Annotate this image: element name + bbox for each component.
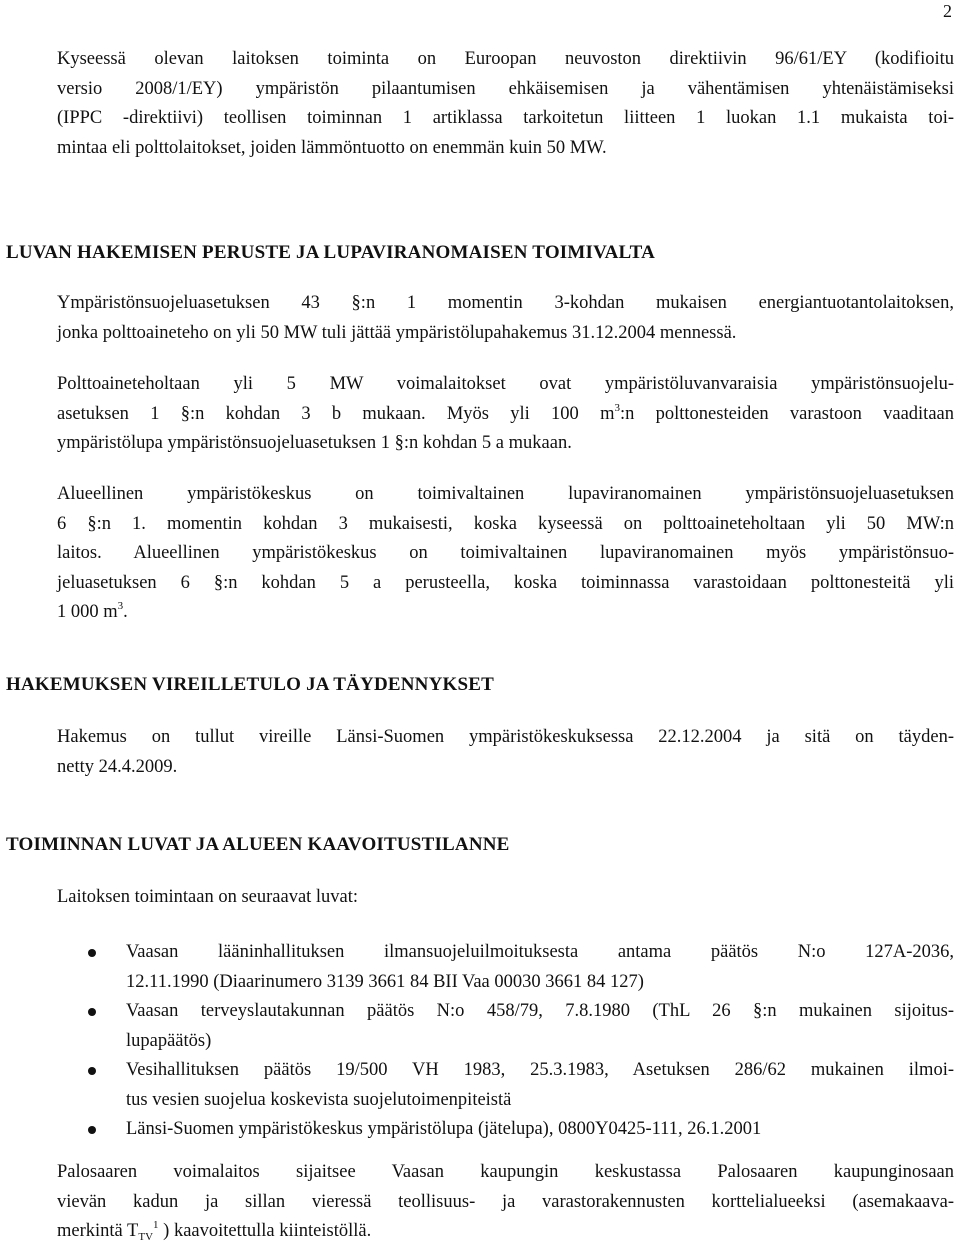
paragraph-line: Polttoaineteholtaan yli 5 MW voimalaitokset ovat ympäristöluvanvaraisia ympäristönsuojelu- — [57, 374, 954, 394]
filing-paragraph — [57, 723, 954, 782]
text-fragment: 1 000 m — [57, 602, 118, 622]
permit-basis-paragraph-3 — [57, 480, 954, 628]
text-fragment: ) kaavoitettulla kiinteistöllä. — [158, 1221, 372, 1241]
paragraph-line: Laitoksen toimintaan on seuraavat luvat: — [57, 887, 359, 907]
paragraph-line — [57, 1217, 954, 1247]
section-heading-filing: HAKEMUKSEN VIREILLETULO JA TÄYDENNYKSET — [6, 674, 495, 695]
list-item-line: 12.11.1990 (Diaarinumero 3139 3661 84 BII Vaa 00030 3661 84 127) — [126, 971, 644, 992]
paragraph-line: 6 §:n 1. momentin kohdan 3 mukaisesti, koska kyseessä on polttoaineteholtaan yli 50 MW:n — [57, 513, 954, 534]
permit-basis-paragraph-2 — [57, 370, 954, 459]
zoning-paragraph — [57, 1158, 954, 1247]
permits-intro — [57, 883, 954, 913]
intro-line: mintaa eli polttolaitokset, joiden lämmöntuotto on enemmän kuin 50 MW. — [57, 137, 607, 158]
superscript: 3 — [117, 600, 124, 612]
paragraph-line: vievän kadun ja sillan vieressä teollisuus- ja varastorakennusten korttelialueeksi (asemakaava- — [57, 1191, 954, 1212]
paragraph-line — [57, 598, 954, 628]
paragraph-line: jeluasetuksen 6 §:n kohdan 5 a perusteella, koska toiminnassa varastoidaan polttonesteitä yli — [57, 572, 954, 593]
page-number: 2 — [943, 1, 952, 21]
text-fragment: . — [123, 602, 128, 622]
paragraph-line: netty 24.4.2009. — [57, 756, 178, 777]
paragraph-line: jonka polttoaineteho on yli 50 MW tuli jättää ympäristölupahakemus 31.12.2004 mennessä. — [57, 322, 737, 343]
list-item-line: lupapäätös) — [126, 1030, 212, 1051]
paragraph-line: Alueellinen ympäristökeskus on toimivaltainen lupaviranomainen ympäristönsuojeluasetuksen — [57, 484, 954, 504]
paragraph-line — [57, 400, 954, 430]
text-fragment: asetuksen 1 §:n kohdan 3 b mukaan. Myös yli 100 m — [57, 403, 615, 424]
list-item — [88, 997, 954, 1056]
intro-line: (IPPC -direktiivi) teollisen toiminnan 1 artiklassa tarkoitetun liitteen 1 luokan 1.1 mukaista toi- — [57, 108, 954, 128]
list-item-line: Länsi-Suomen ympäristökeskus ympäristölupa (jätelupa), 0800Y0425-111, 26.1.2001 — [126, 1119, 762, 1139]
list-item-line: Vesihallituksen päätös 19/500 VH 1983, 25.3.1983, Asetuksen 286/62 mukainen ilmoi- — [126, 1060, 954, 1080]
intro-line: Kyseessä olevan laitoksen toiminta on Euroopan neuvoston direktiivin 96/61/EY (kodifioitu — [57, 49, 954, 69]
permits-list — [88, 938, 954, 1145]
intro-line: versio 2008/1/EY) ympäristön pilaantumisen ehkäisemisen ja vähentämisen yhtenäistämiseksi — [57, 78, 954, 99]
bullet-icon — [88, 1067, 96, 1075]
section-heading-permit-basis: LUVAN HAKEMISEN PERUSTE JA LUPAVIRANOMAISEN TOIMIVALTA — [6, 242, 656, 263]
bullet-icon — [88, 1008, 96, 1016]
paragraph-line: Palosaaren voimalaitos sijaitsee Vaasan kaupungin keskustassa Palosaaren kaupunginosaan — [57, 1162, 954, 1182]
paragraph-line: Hakemus on tullut vireille Länsi-Suomen ympäristökeskuksessa 22.12.2004 ja sitä on täyden- — [57, 727, 954, 747]
permit-basis-paragraph-1 — [57, 289, 954, 348]
section-heading-permits-zoning: TOIMINNAN LUVAT JA ALUEEN KAAVOITUSTILANNE — [6, 834, 510, 855]
bullet-icon — [88, 1126, 96, 1134]
list-item — [88, 1115, 954, 1145]
bullet-icon — [88, 949, 96, 957]
paragraph-line: ympäristölupa ympäristönsuojeluasetuksen 1 §:n kohdan 5 a mukaan. — [57, 433, 572, 453]
list-item-line: Vaasan lääninhallituksen ilmansuojeluilmoituksesta antama päätös N:o 127A-2036, — [126, 942, 954, 962]
list-item-line: tus vesien suojelua koskevista suojelutoimenpiteistä — [126, 1089, 512, 1110]
superscript: 3 — [614, 401, 620, 414]
list-item-line: Vaasan terveyslautakunnan päätös N:o 458/79, 7.8.1980 (ThL 26 §:n mukainen sijoitus- — [126, 1001, 954, 1021]
list-item — [88, 1056, 954, 1115]
text-fragment: :n polttonesteiden varastoon vaaditaan — [619, 403, 954, 424]
paragraph-line: laitos. Alueellinen ympäristökeskus on toimivaltainen lupaviranomainen myös ympäristönsuo- — [57, 543, 954, 563]
superscript: 1 — [153, 1219, 159, 1231]
list-item — [88, 938, 954, 997]
text-fragment: merkintä T — [57, 1221, 139, 1241]
intro-paragraph — [57, 45, 954, 163]
subscript: TV — [138, 1231, 154, 1243]
paragraph-line: Ympäristönsuojeluasetuksen 43 §:n 1 momentin 3-kohdan mukaisen energiantuotantolaitoksen, — [57, 293, 954, 313]
